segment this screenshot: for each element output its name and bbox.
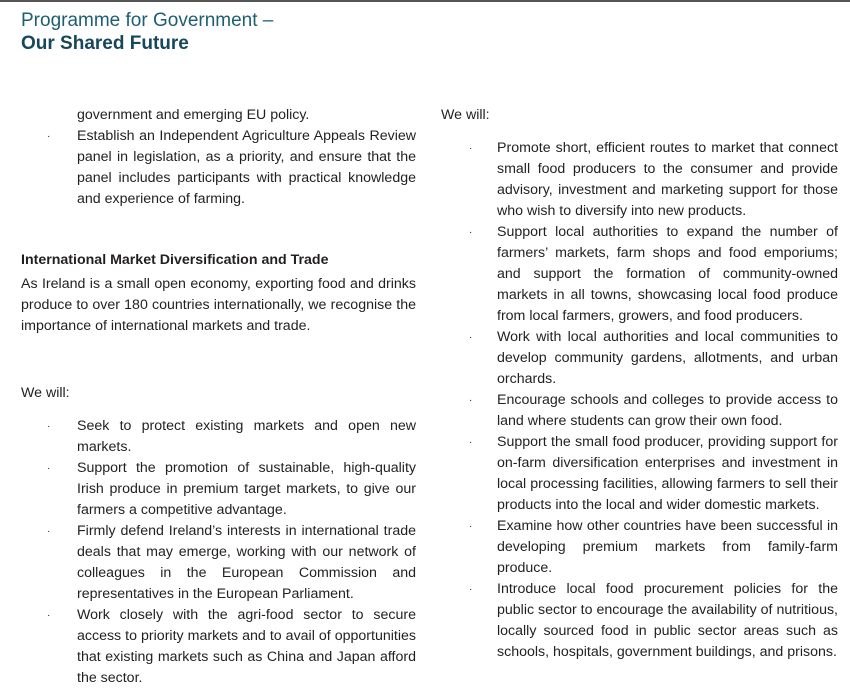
list-item: [21, 605, 416, 689]
list-item: [21, 416, 416, 458]
header-title-line1: Programme for Government –: [21, 10, 274, 31]
section-paragraph: As Ireland is a small open economy, exporting food and drinks produce to over 180 countries internationally, we recognise the importance of international markets and trade.: [21, 276, 416, 334]
section-heading: International Market Diversification and Trade: [21, 252, 329, 268]
bullet-icon: ·: [47, 526, 51, 537]
list-item-text: Establish an Independent Agriculture Appeals Review panel in legislation, as a priority, and ensure that the panel includes participants with practical knowledge and experience of farming.: [77, 128, 416, 207]
list-item: [441, 222, 838, 327]
list-item: [441, 579, 838, 663]
list-item: [441, 432, 838, 516]
list-item-text: Work closely with the agri-food sector to secure access to priority markets and to avail of opportunities that existing markets such as China and Japan afford the sector.: [77, 607, 416, 686]
list-item: [441, 390, 838, 432]
bullet-icon: ·: [47, 463, 51, 474]
list-item-text: Seek to protect existing markets and open new markets.: [77, 418, 416, 455]
list-item-text: Examine how other countries have been successful in developing premium markets from family-farm produce.: [497, 518, 838, 576]
bullet-icon: ·: [469, 437, 473, 448]
document-header: [21, 9, 273, 55]
bullet-icon: ·: [47, 421, 51, 432]
bullet-icon: ·: [469, 395, 473, 406]
list-item: [21, 126, 416, 210]
list-item: [21, 521, 416, 605]
bullet-icon: ·: [469, 521, 473, 532]
bullet-icon: ·: [47, 131, 51, 142]
bullet-icon: ·: [469, 584, 473, 595]
bullet-icon: ·: [47, 610, 51, 621]
list-item-text: Support the small food producer, providing support for on-farm diversification enterprises and investment in local processing facilities, allowing farmers to sell their products into the local and wider domestic markets.: [497, 434, 838, 513]
we-will-label: We will:: [441, 107, 490, 123]
list-item: [441, 327, 838, 390]
continued-text: government and emerging EU policy.: [77, 107, 310, 123]
left-top-bullet-list: [21, 126, 416, 210]
list-item: [21, 458, 416, 521]
list-item-text: Introduce local food procurement policies for the public sector to encourage the availability of nutritious, locally sourced food in public sector areas such as schools, hospitals, government buildings, and prisons.: [497, 581, 838, 660]
list-item-text: Encourage schools and colleges to provide access to land where students can grow their own food.: [497, 392, 838, 429]
bullet-icon: ·: [469, 227, 473, 238]
left-bullet-list: [21, 416, 416, 689]
list-item-text: Promote short, efficient routes to market that connect small food producers to the consumer and provide advisory, investment and marketing support for those who wish to diversify into new products.: [497, 140, 838, 219]
bullet-icon: ·: [469, 332, 473, 343]
bullet-icon: ·: [469, 143, 473, 154]
list-item: [441, 138, 838, 222]
right-bullet-list: [441, 138, 838, 663]
list-item-text: Firmly defend Ireland’s interests in international trade deals that may emerge, working with our network of colleagues in the European Commission and representatives in the European Parliament.: [77, 523, 416, 602]
top-rule: [0, 0, 850, 2]
list-item-text: Work with local authorities and local communities to develop community gardens, allotments, and urban orchards.: [497, 329, 838, 387]
list-item-text: Support local authorities to expand the number of farmers’ markets, farm shops and food emporiums; and support the formation of community-owned markets in all towns, showcasing local food produce from local farmers, growers, and food producers.: [497, 224, 838, 324]
header-title-line2: Our Shared Future: [21, 33, 189, 54]
list-item-text: Support the promotion of sustainable, high-quality Irish produce in premium target markets, to give our farmers a competitive advantage.: [77, 460, 416, 518]
list-item: [441, 516, 838, 579]
we-will-label: We will:: [21, 385, 70, 401]
